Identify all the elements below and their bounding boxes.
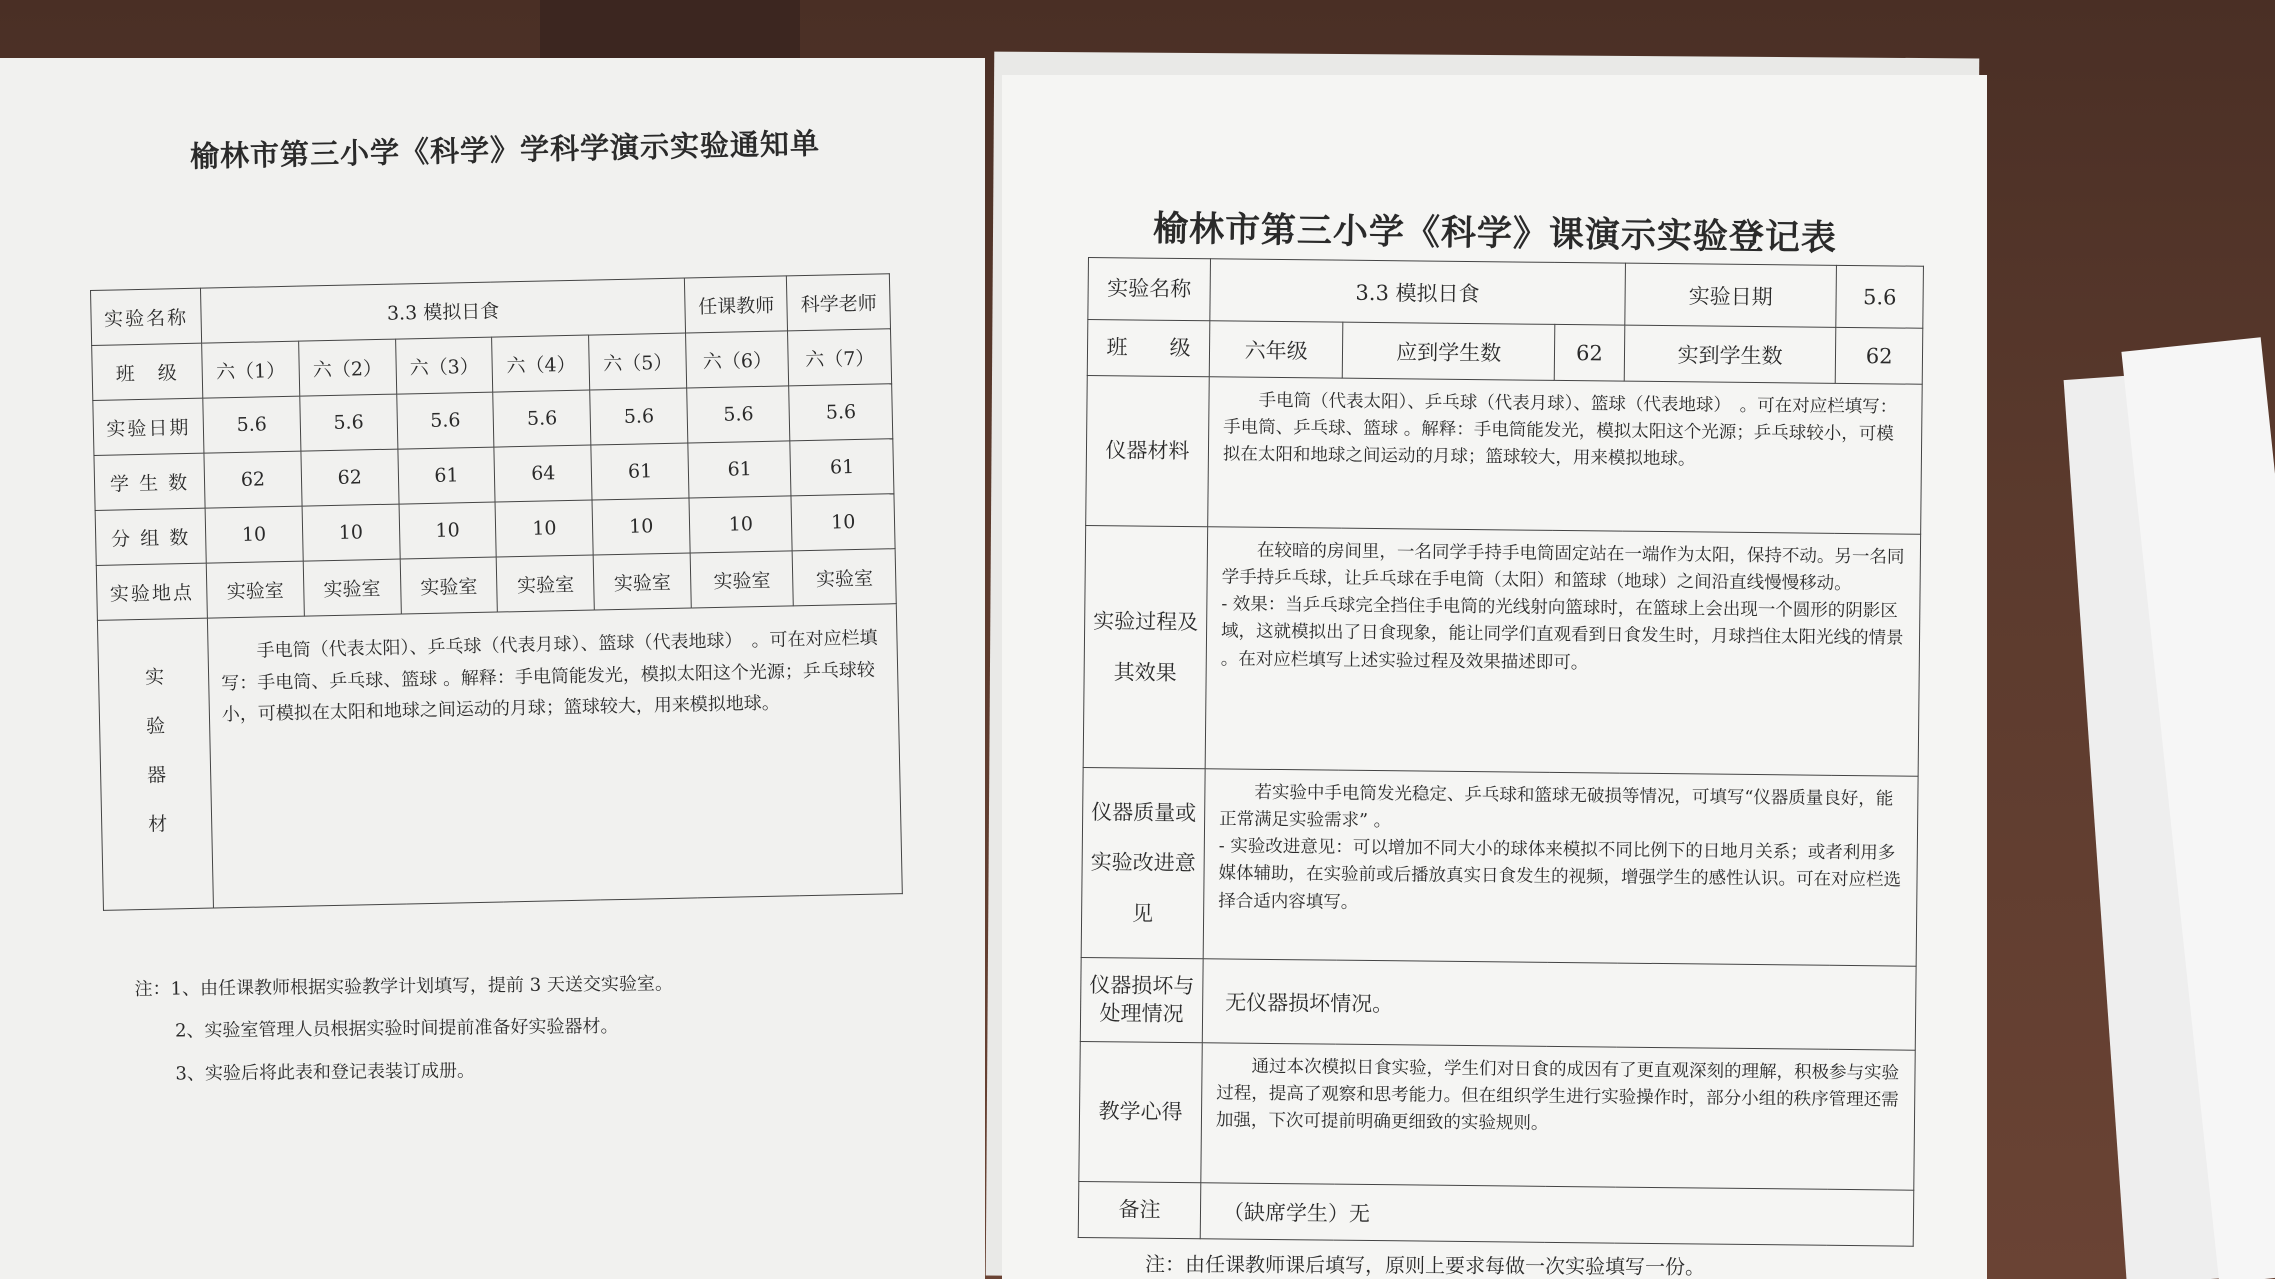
improvement-text: - 实验改进意见：可以增加不同大小的球体来模拟不同比例下的日地月关系；或者利用多媒体辅助，在实验前或后播放真实日食发生的视频，增强学生的感性认识。可在对应栏选择合适内容填写。 bbox=[1218, 836, 1902, 913]
students-cell: 61 bbox=[688, 441, 792, 498]
notification-title: 榆林市第三小学《科学》学科学演示实验通知单 bbox=[189, 126, 821, 174]
students-cell: 64 bbox=[494, 445, 592, 502]
notification-table bbox=[90, 273, 903, 911]
notification-notes bbox=[134, 961, 895, 1096]
class-cell: 六（5） bbox=[589, 333, 687, 390]
date-cell: 5.6 bbox=[590, 388, 688, 445]
class-cell: 六（6） bbox=[686, 331, 790, 388]
location-cell: 实验室 bbox=[400, 557, 498, 614]
groups-cell: 10 bbox=[399, 502, 497, 559]
table-row bbox=[1079, 1041, 1915, 1190]
students-cell: 62 bbox=[204, 451, 302, 508]
table-row bbox=[1086, 375, 1923, 534]
table-row bbox=[1078, 1181, 1914, 1246]
label-experiment-date: 实验日期 bbox=[1625, 263, 1837, 327]
table-row bbox=[97, 604, 902, 911]
experiment-name-value: 3.3 模拟日食 bbox=[200, 278, 685, 343]
date-cell: 5.6 bbox=[300, 394, 398, 451]
label-location: 实验地点 bbox=[96, 563, 207, 620]
experiment-name-value: 3.3 模拟日食 bbox=[1210, 259, 1625, 325]
groups-cell: 10 bbox=[592, 498, 690, 555]
date-cell: 5.6 bbox=[493, 390, 591, 447]
label-science-teacher: 科学老师 bbox=[787, 274, 891, 331]
note-line: 注：1、由任课教师根据实验教学计划填写，提前 3 天送交实验室。 bbox=[134, 973, 674, 1000]
reflection-text: 通过本次模拟日食实验，学生们对日食的成因有了更直观深刻的理解，积极参与实验过程，提高了观察和思考能力。但在组织学生进行实验操作时，部分小组的秩序管理还需加强，下次可提前明确更细致的实验规则。 bbox=[1201, 1043, 1915, 1190]
table-row bbox=[1088, 258, 1924, 329]
label-equipment: 实验器材 bbox=[97, 618, 213, 910]
class-cell: 六（3） bbox=[395, 337, 493, 394]
registration-title: 榆林市第三小学《科学》课演示实验登记表 bbox=[1152, 208, 1838, 259]
location-cell: 实验室 bbox=[206, 561, 304, 618]
groups-cell: 10 bbox=[495, 500, 593, 557]
quality-text: 若实验中手电筒发光稳定、乒乓球和篮球无破损等情况，可填写“仪器质量良好，能正常满足实验需求” 。 bbox=[1219, 782, 1894, 832]
date-cell: 5.6 bbox=[396, 392, 494, 449]
label-students: 学 生 数 bbox=[94, 453, 205, 510]
location-cell: 实验室 bbox=[793, 549, 897, 606]
label-groups: 分 组 数 bbox=[95, 508, 206, 565]
expected-value: 62 bbox=[1554, 324, 1624, 381]
label-experiment-name: 实验名称 bbox=[91, 288, 202, 345]
groups-cell: 10 bbox=[302, 504, 400, 561]
groups-cell: 10 bbox=[205, 506, 303, 563]
registration-footer: 注：由任课教师课后填写，原则上要求每做一次实验填写一份。 bbox=[1144, 1252, 1706, 1279]
label-materials: 仪器材料 bbox=[1086, 375, 1210, 526]
location-cell: 实验室 bbox=[497, 555, 595, 612]
effect-text: - 效果：当乒乓球完全挡住手电筒的光线射向篮球时，在篮球上会出现一个圆形的阴影区域，这就模拟出了日食现象，能让同学们直观看到日食发生时，月球挡住太阳光线的情景 。在对应栏填写上述实验过程及效果描述即可。 bbox=[1220, 594, 1904, 673]
students-cell: 61 bbox=[591, 443, 689, 500]
table-row bbox=[1083, 525, 1920, 776]
class-cell: 六（7） bbox=[788, 329, 892, 386]
students-cell: 61 bbox=[790, 439, 894, 496]
label-reflection: 教学心得 bbox=[1079, 1041, 1202, 1182]
class-cell: 六（1） bbox=[202, 341, 300, 398]
label-class: 班 级 bbox=[92, 343, 203, 400]
equipment-text: 手电筒（代表太阳）、乒乓球（代表月球）、篮球（代表地球） 。可在对应栏填写：手电筒、乒乓球、篮球 。解释：手电筒能发光，模拟太阳这个光源；乒乓球较小，可模拟在太阳和地球之间运动的月球；篮球较大，用来模拟地球。 bbox=[207, 604, 902, 908]
table-row bbox=[1087, 320, 1923, 385]
experiment-date-value: 5.6 bbox=[1836, 265, 1923, 328]
location-cell: 实验室 bbox=[690, 551, 794, 608]
materials-text: 手电筒（代表太阳）、乒乓球（代表月球）、篮球（代表地球） 。可在对应栏填写：手电筒、乒乓球、篮球 。解释：手电筒能发光，模拟太阳这个光源；乒乓球较小，可模拟在太阳和地球之间运动的月球；篮球较大，用来模拟地球。 bbox=[1208, 377, 1923, 534]
remark-text: （缺席学生）无 bbox=[1200, 1183, 1914, 1246]
date-cell: 5.6 bbox=[203, 396, 301, 453]
label-experiment-name: 实验名称 bbox=[1088, 258, 1211, 321]
table-row bbox=[1080, 957, 1916, 1050]
quality-cell bbox=[1203, 769, 1918, 966]
label-teacher: 任课教师 bbox=[684, 276, 788, 333]
groups-cell: 10 bbox=[791, 494, 895, 551]
class-cell: 六（4） bbox=[492, 335, 590, 392]
label-process: 实验过程及其效果 bbox=[1083, 525, 1208, 768]
label-class: 班 级 bbox=[1087, 320, 1210, 377]
note-line: 3、实验后将此表和登记表装订成册。 bbox=[175, 1060, 476, 1085]
table-row bbox=[1081, 767, 1918, 966]
label-expected: 应到学生数 bbox=[1343, 322, 1555, 380]
actual-value: 62 bbox=[1836, 327, 1923, 384]
location-cell: 实验室 bbox=[593, 553, 691, 610]
label-quality: 仪器质量或实验改进意见 bbox=[1081, 767, 1205, 958]
process-text: 在较暗的房间里，一名同学手持手电筒固定站在一端作为太阳，保持不动。另一名同学手持乒乓球，让乒乓球在手电筒（太阳）和篮球（地球）之间沿直线慢慢移动。 bbox=[1221, 540, 1905, 595]
students-cell: 61 bbox=[398, 447, 496, 504]
label-actual: 实到学生数 bbox=[1624, 325, 1836, 383]
grade-value: 六年级 bbox=[1209, 321, 1343, 378]
process-cell bbox=[1205, 527, 1920, 776]
date-cell: 5.6 bbox=[789, 384, 893, 441]
date-cell: 5.6 bbox=[687, 386, 791, 443]
groups-cell: 10 bbox=[689, 496, 793, 553]
note-line: 2、实验室管理人员根据实验时间提前准备好实验器材。 bbox=[174, 1016, 619, 1042]
damage-text: 无仪器损坏情况。 bbox=[1202, 959, 1916, 1050]
students-cell: 62 bbox=[301, 449, 399, 506]
location-cell: 实验室 bbox=[303, 559, 401, 616]
label-remark: 备注 bbox=[1078, 1181, 1201, 1238]
label-damage: 仪器损坏与处理情况 bbox=[1080, 957, 1203, 1042]
label-date: 实验日期 bbox=[93, 398, 204, 455]
class-cell: 六（2） bbox=[298, 339, 396, 396]
registration-table bbox=[1078, 257, 1924, 1247]
